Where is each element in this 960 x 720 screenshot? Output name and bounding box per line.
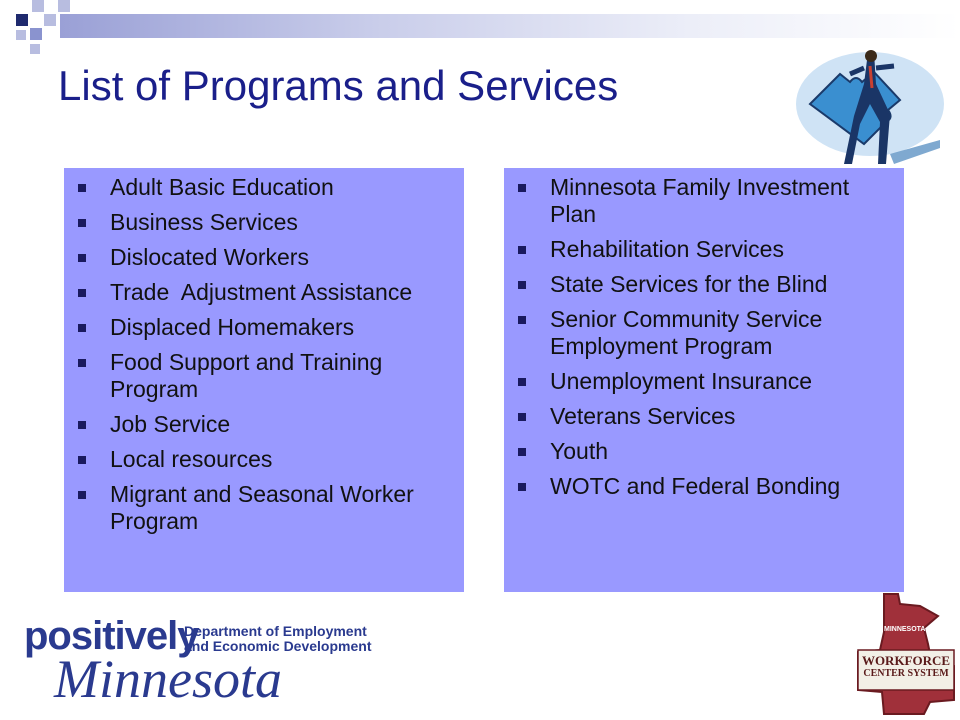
list-item: Unemployment Insurance — [550, 368, 895, 395]
programs-list-left — [110, 174, 450, 543]
list-item: Local resources — [110, 446, 450, 473]
list-item: Job Service — [110, 411, 450, 438]
logo-dept-line1: Department of Employment — [184, 623, 367, 639]
corner-square-mid — [30, 28, 42, 40]
list-item: Minnesota Family Investment Plan — [550, 174, 895, 228]
programs-panel-right — [504, 168, 904, 592]
list-item: Adult Basic Education — [110, 174, 450, 201]
corner-square-dark — [16, 14, 28, 26]
logo-minnesota: Minnesota — [54, 649, 282, 709]
corner-square-light — [32, 0, 44, 12]
corner-square-light — [30, 44, 40, 54]
logo-workforce-text — [858, 654, 954, 680]
programs-list-right — [550, 174, 895, 508]
list-item: Trade Adjustment Assistance — [110, 279, 450, 306]
logo-workforce-line1: WORKFORCE — [861, 653, 951, 668]
list-item: Displaced Homemakers — [110, 314, 450, 341]
corner-square-light — [44, 14, 56, 26]
logo-state-label: MINNESOTA — [884, 626, 926, 633]
logo-positively: positively — [24, 614, 199, 658]
corner-square-light — [58, 0, 70, 12]
list-item: Youth — [550, 438, 895, 465]
list-item: Migrant and Seasonal Worker Program — [110, 481, 450, 535]
header-gradient-bar — [60, 14, 960, 38]
programs-panel-left — [64, 168, 464, 592]
positively-minnesota-logo — [24, 610, 380, 710]
list-item: Senior Community Service Employment Program — [550, 306, 895, 360]
list-item: Veterans Services — [550, 403, 895, 430]
list-item: Dislocated Workers — [110, 244, 450, 271]
list-item: Food Support and Training Program — [110, 349, 450, 403]
list-item: Rehabilitation Services — [550, 236, 895, 263]
list-item: State Services for the Blind — [550, 271, 895, 298]
slide-title: List of Programs and Services — [58, 62, 619, 109]
list-item: WOTC and Federal Bonding — [550, 473, 895, 500]
corner-square-light — [16, 30, 26, 40]
list-item: Business Services — [110, 209, 450, 236]
logo-workforce-line2: CENTER SYSTEM — [863, 668, 949, 679]
logo-dept-line2: and Economic Development — [184, 638, 372, 654]
puzzle-businessman-clipart — [790, 44, 950, 172]
workforce-center-logo — [854, 592, 958, 716]
